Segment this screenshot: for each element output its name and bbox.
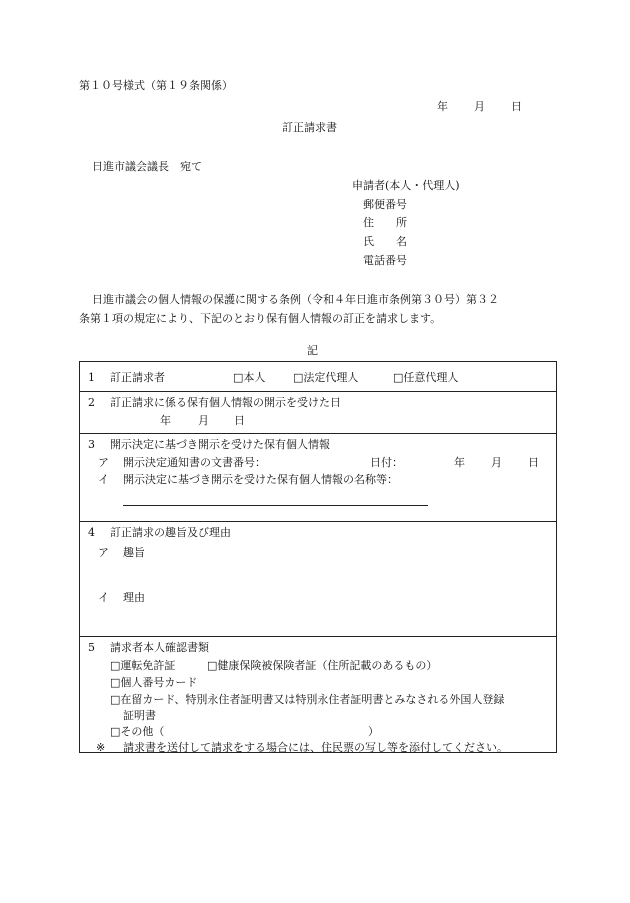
form-number: 第１０号様式（第１９条関係） bbox=[79, 79, 233, 92]
section-3-number: 3 bbox=[88, 438, 95, 451]
phone-label: 電話番号 bbox=[363, 254, 407, 267]
checkbox-self[interactable]: □本人 bbox=[233, 371, 266, 384]
section-2-number: 2 bbox=[88, 396, 95, 409]
applicant-label: 申請者(本人・代理人) bbox=[352, 179, 460, 192]
checkbox-my-number-card[interactable]: □個人番号カード bbox=[110, 676, 198, 689]
section-3-year: 年 bbox=[454, 456, 465, 469]
section-2-month: 月 bbox=[198, 414, 209, 427]
section-4-a-mark: ア bbox=[98, 546, 109, 559]
section-3-label: 開示決定に基づき開示を受けた保有個人情報 bbox=[110, 438, 330, 451]
date-day-label: 日 bbox=[511, 100, 522, 113]
section-3-date-label: 日付： bbox=[370, 456, 403, 469]
note-mark: ※ bbox=[96, 741, 106, 754]
checkbox-drivers-license[interactable]: □運転免許証 bbox=[110, 659, 176, 672]
section-4 bbox=[80, 522, 557, 637]
checkbox-health-insurance[interactable]: □健康保険被保険者証（住所記載のあるもの） bbox=[207, 659, 438, 672]
ki-label: 記 bbox=[307, 344, 318, 357]
section-4-label: 訂正請求の趣旨及び理由 bbox=[110, 526, 231, 539]
section-4-i-mark: イ bbox=[98, 591, 109, 604]
date-year-label: 年 bbox=[437, 100, 448, 113]
section-4-a-text: 趣旨 bbox=[123, 546, 145, 559]
section-2-day: 日 bbox=[234, 414, 245, 427]
section-1-number: 1 bbox=[88, 371, 95, 384]
section-3-a-mark: ア bbox=[98, 456, 109, 469]
section-5-number: 5 bbox=[88, 641, 95, 654]
address-label: 住 所 bbox=[363, 216, 407, 229]
section-3 bbox=[80, 434, 557, 522]
checkbox-residence-card[interactable]: □在留カード、特別永住者証明書又は特別永住者証明書とみなされる外国人登録 bbox=[110, 693, 505, 706]
checkbox-voluntary-representative[interactable]: □任意代理人 bbox=[393, 371, 459, 384]
section-3-i-text: 開示決定に基づき開示を受けた保有個人情報の名称等： bbox=[123, 473, 398, 486]
section-1-label: 訂正請求者 bbox=[110, 371, 165, 384]
addressee: 日進市議会議長 宛て bbox=[92, 160, 202, 173]
section-4-number: 4 bbox=[88, 526, 95, 539]
section-3-month: 月 bbox=[491, 456, 502, 469]
section-4-i-text: 理由 bbox=[123, 591, 145, 604]
name-label: 氏 名 bbox=[363, 235, 407, 248]
request-form-table bbox=[79, 361, 557, 753]
section-3-a-text: 開示決定通知書の文書番号： bbox=[123, 456, 266, 469]
body-line-1: 日進市議会の個人情報の保護に関する条例（令和４年日進市条例第３０号）第３２ bbox=[92, 293, 499, 306]
other-close-paren: ） bbox=[368, 725, 379, 738]
section-3-day: 日 bbox=[528, 456, 539, 469]
section-5-label: 請求者本人確認書類 bbox=[110, 641, 209, 654]
section-1 bbox=[80, 362, 557, 392]
section-2-year: 年 bbox=[160, 414, 171, 427]
note-text: 請求書を送付して請求をする場合には、住民票の写し等を添付してください。 bbox=[123, 741, 508, 754]
section-5 bbox=[80, 637, 557, 753]
document-title: 訂正請求書 bbox=[282, 121, 337, 134]
section-2-label: 訂正請求に係る保有個人情報の開示を受けた日 bbox=[110, 396, 341, 409]
checkbox-legal-representative[interactable]: □法定代理人 bbox=[293, 371, 359, 384]
residence-card-continuation: 証明書 bbox=[123, 709, 156, 722]
postal-code-label: 郵便番号 bbox=[363, 198, 407, 211]
section-2 bbox=[80, 392, 557, 434]
section-3-i-mark: イ bbox=[98, 473, 109, 486]
body-line-2: 条第１項の規定により、下記のとおり保有個人情報の訂正を請求します。 bbox=[79, 312, 442, 325]
section-3-name-underline[interactable] bbox=[123, 505, 428, 506]
date-month-label: 月 bbox=[474, 100, 485, 113]
checkbox-other[interactable]: □その他（ bbox=[110, 725, 165, 738]
